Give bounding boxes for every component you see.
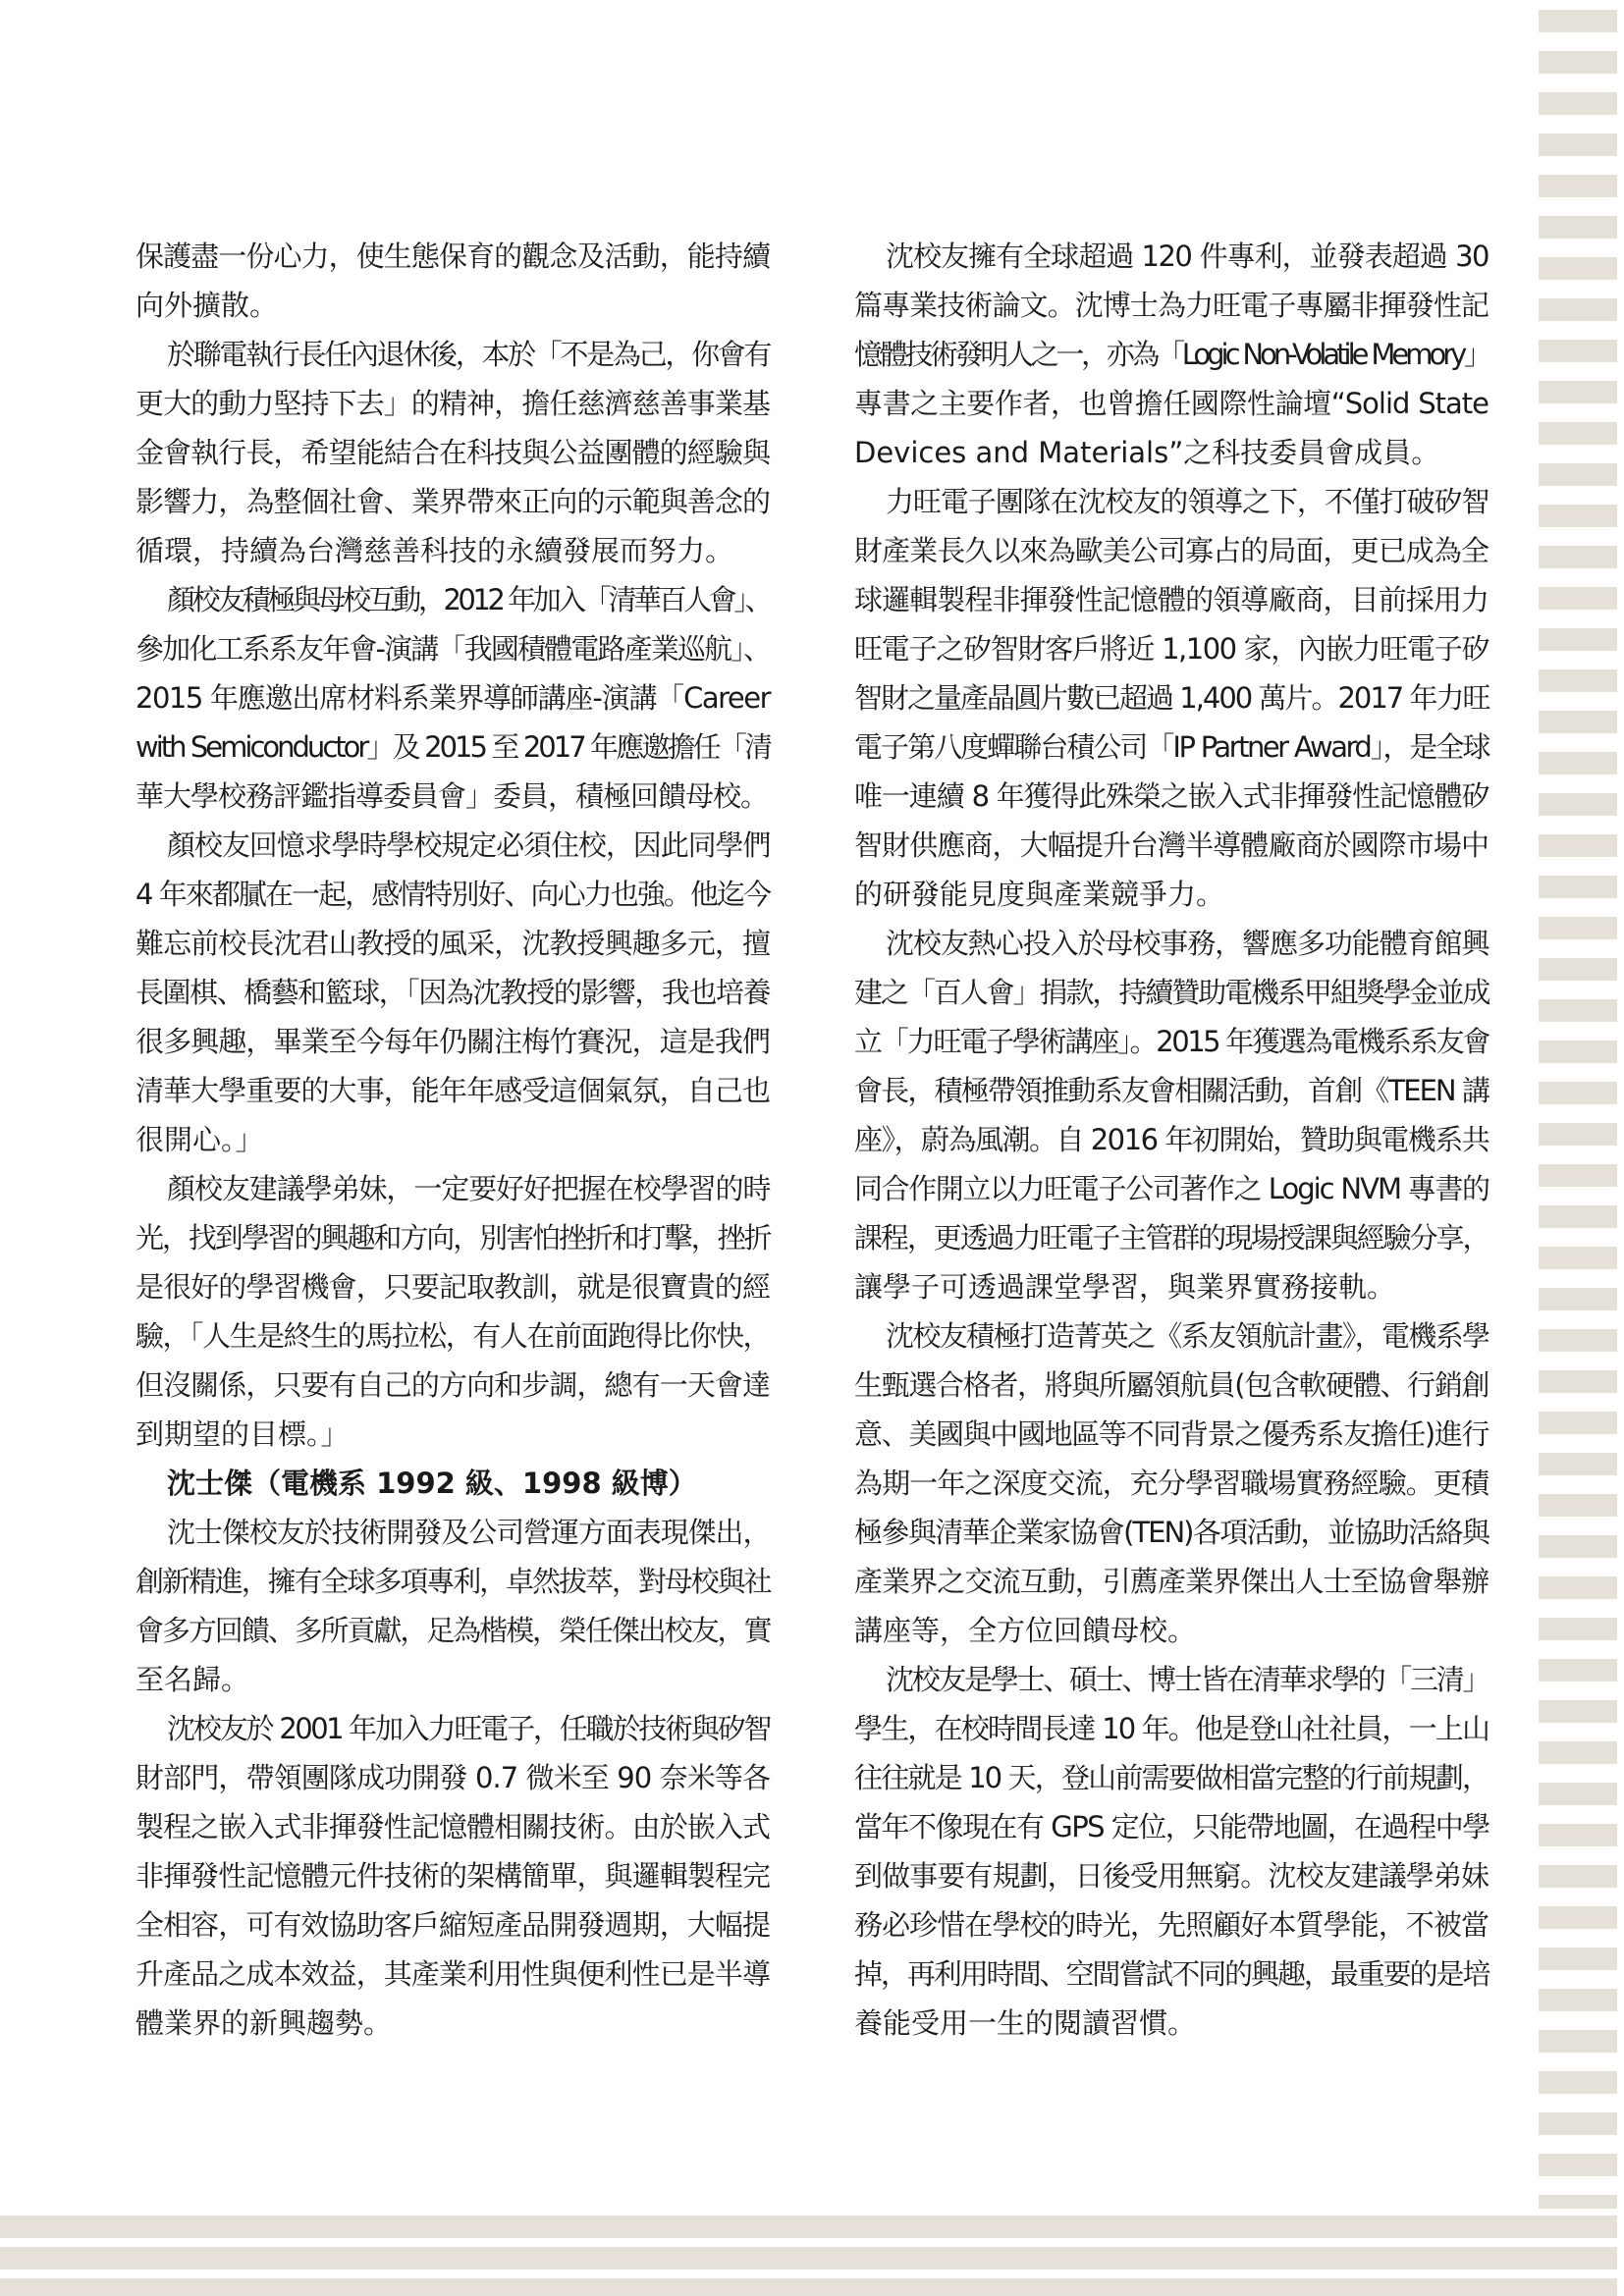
- text-line: 保護盡一份心力，使生態保育的觀念及活動，能持續: [135, 240, 770, 273]
- text-line: 座》，蔚為風潮。自 2016 年初開始，贊助與電機系共: [854, 1123, 1489, 1156]
- text-line: 沈校友擁有全球超過 120 件專利，並發表超過 30: [886, 240, 1489, 273]
- text-line: 很開心。」: [135, 1123, 264, 1156]
- decorative-stripes-bottom: [0, 2216, 1617, 2296]
- text-line: 但沒關係，只要有自己的方向和步調，總有一天會達: [135, 1368, 770, 1402]
- text-line: 球邏輯製程非揮發性記憶體的領導廠商，目前採用力: [854, 583, 1489, 616]
- text-line: 沈校友熱心投入於母校事務，響應多功能體育館興: [886, 927, 1489, 960]
- right-text-column: [854, 232, 1489, 2048]
- text-line: 非揮發性記憶體元件技術的架構簡單，與邏輯製程完: [135, 1859, 770, 1893]
- text-line: 意、美國與中國地區等不同背景之優秀系友擔任)進行: [854, 1417, 1489, 1451]
- text-line: 清華大學重要的大事，能年年感受這個氣氛，自己也: [135, 1074, 770, 1107]
- text-line: 篇專業技術論文。沈博士為力旺電子專屬非揮發性記: [854, 289, 1489, 322]
- paragraph: [854, 232, 1489, 477]
- text-line: Devices and Materials”之科技委員會成員。: [854, 436, 1440, 469]
- text-line: 到做事要有規劃，日後受用無窮。沈校友建議學弟妹: [854, 1859, 1489, 1893]
- text-line: 旺電子之矽智財客戶將近 1,100 家，內嵌力旺電子矽: [854, 632, 1489, 666]
- text-line: 生甄選合格者，將與所屬領航員(包含軟硬體、行銷創: [854, 1368, 1489, 1402]
- paragraph: [854, 477, 1489, 919]
- text-line: 長圍棋、橋藝和籃球，「因為沈教授的影響，我也培養: [135, 976, 770, 1009]
- text-line: 光，找到學習的興趣和方向，別害怕挫折和打擊，挫折: [135, 1221, 770, 1255]
- text-line: 沈士傑校友於技術開發及公司營運方面表現傑出，: [167, 1516, 770, 1549]
- text-line: 顏校友積極與母校互動，2012 年加入「清華百人會」、: [167, 583, 770, 616]
- paragraph: [135, 1508, 770, 1704]
- text-line: 體業界的新興趨勢。: [135, 2006, 393, 2040]
- text-line: with Semiconductor」及 2015 至 2017 年應邀擔任「清: [135, 730, 770, 764]
- text-line: 很多興趣，畢業至今每年仍關注梅竹賽況，這是我們: [135, 1025, 770, 1058]
- text-line: 掉，再利用時間、空間嘗試不同的興趣，最重要的是培: [854, 1957, 1489, 1991]
- paragraph: [854, 1655, 1489, 2048]
- text-line: 智財之量產晶圓片數已超過 1,400 萬片。2017 年力旺: [854, 681, 1489, 715]
- text-line: 製程之嵌入式非揮發性記憶體相關技術。由於嵌入式: [135, 1810, 770, 1843]
- text-line: 專書之主要作者，也曾擔任國際性論壇“Solid State: [854, 387, 1489, 420]
- text-line: 到期望的目標。」: [135, 1417, 350, 1451]
- text-line: 同合作開立以力旺電子公司著作之 Logic NVM 專書的: [854, 1172, 1489, 1205]
- text-line: 養能受用一生的閱讀習慣。: [854, 2006, 1197, 2040]
- decorative-stripes-right: [1539, 0, 1617, 2209]
- paragraph: [135, 1164, 770, 1459]
- text-line: 學生，在校時間長達 10 年。他是登山社社員，一上山: [854, 1712, 1489, 1745]
- paragraph: [135, 575, 770, 821]
- text-line: 顏校友回憶求學時學校規定必須住校，因此同學們: [167, 828, 770, 862]
- text-line: 講座等，全方位回饋母校。: [854, 1614, 1197, 1647]
- text-line: 為期一年之深度交流，充分學習職場實務經驗。更積: [854, 1467, 1489, 1500]
- text-line: 創新精進，擁有全球多項專利，卓然拔萃，對母校與社: [135, 1565, 770, 1598]
- text-line: 沈校友於 2001 年加入力旺電子，任職於技術與矽智: [167, 1712, 770, 1745]
- text-line: 讓學子可透過課堂學習，與業界實務接軌。: [854, 1270, 1396, 1304]
- text-line: 金會執行長，希望能結合在科技與公益團體的經驗與: [135, 436, 770, 469]
- text-line: 是很好的學習機會，只要記取教訓，就是很寶貴的經: [135, 1270, 770, 1304]
- text-line: 至名歸。: [135, 1663, 250, 1696]
- left-text-column: [135, 232, 770, 2048]
- text-line: 憶體技術發明人之一，亦為「Logic Non-Volatile Memory」: [854, 338, 1489, 371]
- text-line: 立「力旺電子學術講座」。2015 年獲選為電機系系友會: [854, 1025, 1489, 1058]
- text-line: 財部門，帶領團隊成功開發 0.7 微米至 90 奈米等各: [135, 1761, 770, 1794]
- text-line: 難忘前校長沈君山教授的風采，沈教授興趣多元，擅: [135, 927, 770, 960]
- text-line: 驗，「人生是終生的馬拉松，有人在前面跑得比你快，: [135, 1319, 770, 1353]
- text-line: 2015 年應邀出席材料系業界導師講座-演講「Career: [135, 681, 770, 715]
- text-line: 會長，積極帶領推動系友會相關活動，首創《TEEN 講: [854, 1074, 1489, 1107]
- text-line: 電子第八度蟬聯台積公司「IP Partner Award」，是全球: [854, 730, 1489, 764]
- text-line: 影響力，為整個社會、業界帶來正向的示範與善念的: [135, 485, 770, 518]
- text-line: 升產品之成本效益，其產業利用性與便利性已是半導: [135, 1957, 770, 1991]
- text-line: 課程，更透過力旺電子主管群的現場授課與經驗分享，: [854, 1221, 1489, 1255]
- text-line: 財產業長久以來為歐美公司寡占的局面，更已成為全: [854, 534, 1489, 567]
- text-line: 於聯電執行長任內退休後，本於「不是為己，你會有: [167, 338, 770, 371]
- text-line: 力旺電子團隊在沈校友的領導之下，不僅打破矽智: [886, 485, 1489, 518]
- text-line: 顏校友建議學弟妹，一定要好好把握在校學習的時: [167, 1172, 770, 1205]
- text-line: 的研發能見度與產業競爭力。: [854, 878, 1225, 911]
- text-line: 往往就是 10 天，登山前需要做相當完整的行前規劃，: [854, 1761, 1489, 1794]
- text-line: 建之「百人會」捐款，持續贊助電機系甲組獎學金並成: [854, 976, 1489, 1009]
- text-line: 極參與清華企業家協會(TEN)各項活動，並協助活絡與: [854, 1516, 1489, 1549]
- text-line: 當年不像現在有 GPS 定位，只能帶地圖，在過程中學: [854, 1810, 1489, 1843]
- paragraph: [854, 1311, 1489, 1655]
- text-line: 智財供應商，大幅提升台灣半導體廠商於國際市場中: [854, 828, 1489, 862]
- text-line: 華大學校務評鑑指導委員會」委員，積極回饋母校。: [135, 779, 769, 813]
- paragraph: [135, 821, 770, 1164]
- text-line: 向外擴散。: [135, 289, 279, 322]
- paragraph: [135, 232, 770, 330]
- paragraph: [854, 919, 1489, 1311]
- text-line: 沈校友積極打造菁英之《系友領航計畫》，電機系學: [886, 1319, 1489, 1353]
- text-line: 4 年來都膩在一起，感情特別好、向心力也強。他迄今: [135, 878, 770, 911]
- paragraph: [135, 330, 770, 575]
- text-line: 唯一連續 8 年獲得此殊榮之嵌入式非揮發性記憶體矽: [854, 779, 1489, 813]
- text-line: 全相容，可有效協助客戶縮短產品開發週期，大幅提: [135, 1908, 770, 1942]
- text-line: 務必珍惜在學校的時光，先照顧好本質學能，不被當: [854, 1908, 1489, 1942]
- text-line: 參加化工系系友年會-演講「我國積體電路產業巡航」、: [135, 632, 770, 666]
- text-line: 循環，持續為台灣慈善科技的永續發展而努力。: [135, 534, 734, 567]
- section-heading: 沈士傑（電機系 1992 級、1998 級博）: [167, 1467, 697, 1500]
- paragraph: [135, 1704, 770, 2048]
- text-line: 沈校友是學士、碩士、博士皆在清華求學的「三清」: [886, 1663, 1489, 1696]
- text-line: 會多方回饋、多所貢獻，足為楷模，榮任傑出校友，實: [135, 1614, 770, 1647]
- text-line: 更大的動力堅持下去」的精神，擔任慈濟慈善事業基: [135, 387, 770, 420]
- text-line: 產業界之交流互動，引薦產業界傑出人士至協會舉辦: [854, 1565, 1489, 1598]
